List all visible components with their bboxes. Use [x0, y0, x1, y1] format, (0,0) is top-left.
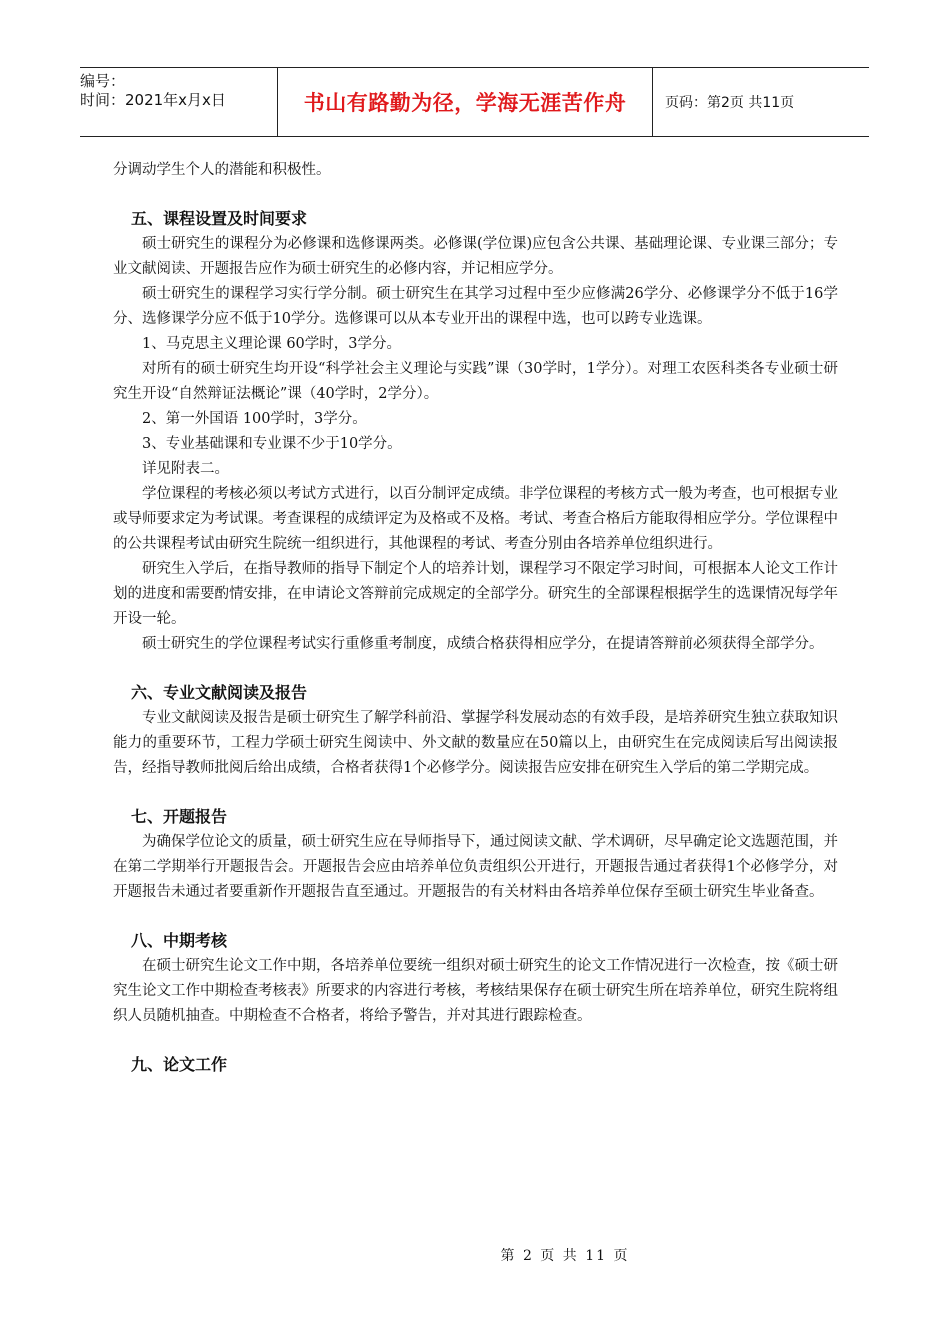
paragraph: 3、专业基础课和专业课不少于10学分。: [142, 436, 402, 452]
document-date-label: 时间：2021年x月x日: [80, 91, 226, 109]
section-heading: 五、课程设置及时间要求: [131, 209, 308, 228]
page-footer: 第 2 页 共 11 页: [500, 1248, 630, 1264]
paragraph: 研究生入学后，在指导教师的指导下制定个人的培养计划，课程学习不限定学习时间，可根据本人论文工作计划的进度和需要酌情安排，在申请论文答辩前完成规定的全部学分。研究生的全部课程根据学生的选课情况每学年开设一轮。: [113, 561, 838, 627]
paragraph: 学位课程的考核必须以考试方式进行，以百分制评定成绩。非学位课程的考核方式一般为考查，也可根据专业或导师要求定为考试课。考查课程的成绩评定为及格或不及格。考试、考查合格后方能取得相应学分。学位课程中的公共课程考试由研究生院统一组织进行，其他课程的考试、考查分别由各培养单位组织进行。: [113, 486, 838, 552]
header-page-cell: [653, 68, 869, 136]
paragraph: 对所有的硕士研究生均开设“科学社会主义理论与实践”课（30学时，1学分）。对理工农医科类各专业硕士研究生开设“自然辩证法概论”课（40学时，2学分）。: [113, 361, 838, 402]
page-header: [80, 67, 869, 137]
paragraph: 硕士研究生的课程学习实行学分制。硕士研究生在其学习过程中至少应修满26学分、必修课学分不低于16学分、选修课学分应不低于10学分。选修课可以从本专业开出的课程中选，也可以跨专业选课。: [113, 286, 838, 327]
header-motto-cell: [278, 68, 653, 136]
header-page-code: 页码：第2页 共11页: [665, 95, 795, 111]
section-heading: 九、论文工作: [131, 1055, 228, 1074]
header-motto: 书山有路勤为径，学海无涯苦作舟: [303, 91, 627, 115]
paragraph: 分调动学生个人的潜能和积极性。: [113, 162, 331, 178]
paragraph: 详见附表二。: [142, 461, 229, 477]
paragraph: 1、马克思主义理论课 60学时，3学分。: [142, 336, 402, 352]
paragraph: 硕士研究生的学位课程考试实行重修重考制度，成绩合格获得相应学分，在提请答辩前必须获得全部学分。: [142, 636, 824, 652]
document-number-label: 编号：: [80, 72, 126, 90]
paragraph: 硕士研究生的课程分为必修课和选修课两类。必修课(学位课)应包含公共课、基础理论课、专业课三部分；专业文献阅读、开题报告应作为硕士研究生的必修内容，并记相应学分。: [113, 236, 838, 277]
section-heading: 八、中期考核: [131, 931, 228, 950]
header-meta-cell: [80, 68, 278, 136]
paragraph: 为确保学位论文的质量，硕士研究生应在导师指导下，通过阅读文献、学术调研，尽早确定论文选题范围，并在第二学期举行开题报告会。开题报告会应由培养单位负责组织公开进行，开题报告通过者获得1个必修学分，对开题报告未通过者要重新作开题报告直至通过。开题报告的有关材料由各培养单位保存至硕士研究生毕业备查。: [113, 834, 838, 900]
paragraph: 2、第一外国语 100学时，3学分。: [142, 411, 367, 427]
document-body: [113, 158, 838, 1078]
paragraph: 在硕士研究生论文工作中期，各培养单位要统一组织对硕士研究生的论文工作情况进行一次检查，按《硕士研究生论文工作中期检查考核表》所要求的内容进行考核，考核结果保存在硕士研究生所在培养单位，研究生院将组织人员随机抽查。中期检查不合格者，将给予警告，并对其进行跟踪检查。: [113, 958, 838, 1024]
section-heading: 六、专业文献阅读及报告: [131, 683, 308, 702]
paragraph: 专业文献阅读及报告是硕士研究生了解学科前沿、掌握学科发展动态的有效手段，是培养研究生独立获取知识能力的重要环节，工程力学硕士研究生阅读中、外文献的数量应在50篇以上，由研究生在完成阅读后写出阅读报告，经指导教师批阅后给出成绩，合格者获得1个必修学分。阅读报告应安排在研究生入学后的第二学期完成。: [113, 710, 838, 776]
section-heading: 七、开题报告: [131, 807, 228, 826]
